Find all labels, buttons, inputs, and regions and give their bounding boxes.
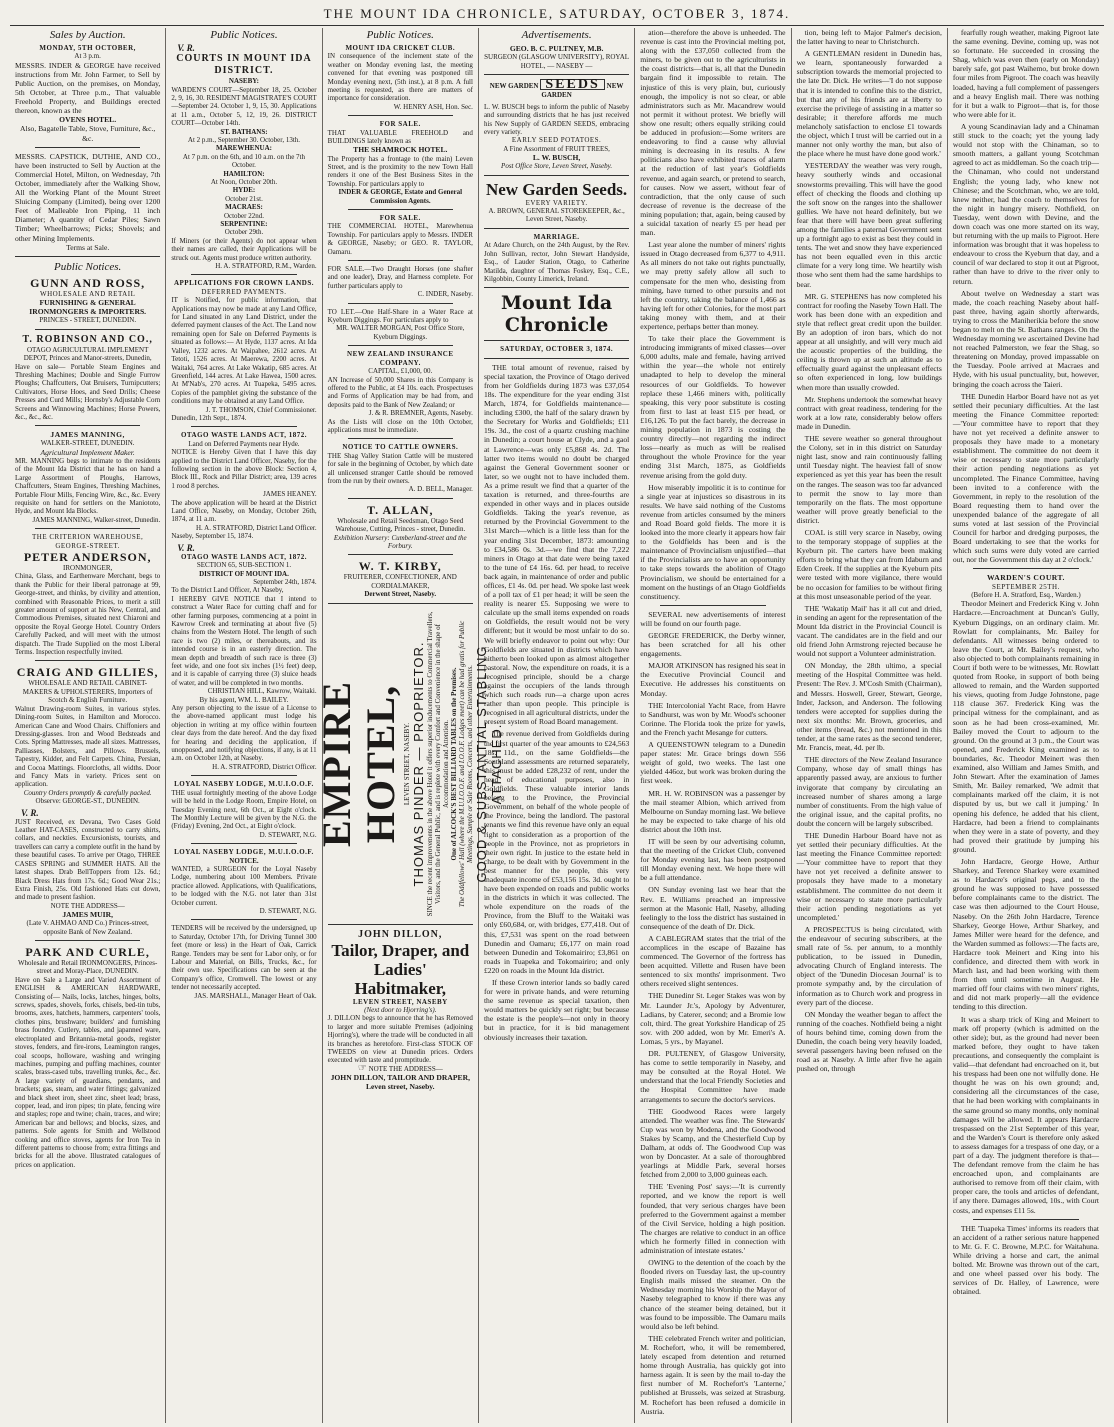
empire-proprietor: THOMAS PINDER — PROPRIETOR.	[411, 641, 427, 887]
ad-sub: IRONMONGER,	[63, 564, 113, 572]
news-item: ON Monday the weather began to affect the running of the coaches. Nothfield being a night of hours behind time, coming down from the Dunedin, the coach being very heavily loaded, several passengers having been refused on the road as at Naseby. A little after five he again pushed on, through	[796, 1009, 942, 1074]
notice-text-2: Any person objecting to the issue of a License to the above-named applicant must lodge his objection in writing at my office within fourteen clear days from the date hereof. And the day fixed for hearing and deciding the application, if unopposed, and notifying objections, if any, is at 11 a.m. on October 12th, at Naseby.	[171, 704, 317, 763]
ad-sub: SURGEON (GLASGOW UNIVERSITY), ROYAL HOTEL, — NASEBY —	[484, 53, 630, 70]
notice-district: DISTRICT OF MOUNT IDA.	[199, 569, 289, 578]
news-item: About twelve on Wednesday a start was made, the coach reaching Naseby about half-past three, having again shortly afterwards, trying to cross the Maniherikia before the snow began to melt on the St. Bathans ranges. On the Wednesday morning we ascertained Devine had not reached Palmerston, we fear the Shag, so threatening on Monday, proved impassable on the Tuesday. Poole arrived at Macraes and Hyde, with his usual punctuality, but, however, bringing the coach across the Taieri.	[952, 288, 1100, 389]
warden-court-text: Theodor Meinert and Frederick King v. John Hardacre.—Encroachment at Duncan's Gully, Kyeburn Diggings, on an ordinary claim. Mr. Rowlatt for complainants, Mr. Bailey for defendants. All witnesses being ordered to leave the Court, at Mr. Bailey's request, who also objected to both complainants remaining in Court if both were to be witnesses, Mr. Rowlatt quoted from Rooke, in support of both being allowed to remain, and the Warden supported his views, quoting from Judge Johnstone, page 118 clause 367. Frederick King was the principal witness for the complainant, and as soon as he had been cross-examined, Mr. Bailey moved the Court to adjourn to the ground. On the ground at 3 p.m., the Court was opened, and Frederick King examined as to boundaries, &c. Theodor Meinert was then examined, also William and James Smith, and John Stewart. After the examination of James Smith, Mr. Bailey remarked, 'We admit that complainants marked off the claim, it is not disputed by us, but we call it jumping.' In opening his defence, he added that his client, Hardacre, had been a friend to complainants when they were in a state of poverty, and they had proved their gratitude by jumping his ground.	[952, 599, 1100, 854]
empire-street: LEVEN STREET, NASEBY.	[403, 722, 412, 805]
empire-since: SINCE the recent improvements in the above Hotel it offers superior inducements to Commercial Travellers, Visitors, and the General Public, and is replete with every Comfort and Convenience in the shape of Accommodation and Attention.	[426, 611, 451, 917]
divider	[973, 568, 1079, 569]
ad-text-2: The Property has a frontage to (the main) Leven Street, and is the proximity to the new Town Hall renders it one of the Best Business Sites in the Township. For particulars apply to	[327, 154, 473, 188]
notice-title: NOTICE TO CATTLE OWNERS.	[342, 443, 459, 452]
ad-text: Have on Sale a Large and Varied Assortment of ENGLISH & AMERICAN HARDWARE, Consisting of— Nails, locks, latches, hinges, bolts, screws, spades, shovels, forks, chisels, bed-tin tubs, brooms, axes, hatchets, hammers, carpenters' tools, clothes pins, brushware; builders' and furnishing brass foundry. Cutlery, tables, and japanned ware, electroplated and Britannia-metal goods, register stoves, fenders, and fire-irons, Leamington ranges, coal scoops, holloware, washing and wringing machines, pumping and puffing machines, counter scales, brass-cased tubs, travelling trunks, &c., &c. A large variety of guardians, pendants, and brackets; gas, steam, and water fittings; galvanized and black sheet iron, sheet zinc, sheet lead; brass, copper, lead, and iron pipes; tin plate, fencing wire and staples; rope and twine; chain, traces, and wire; American bar and bellows; and blocks, sizes, and patterns. Sole agents for Smith and Wellstood cooking and office stoves, agents for Iron Tea in different patterns to choose from; extra fittings and bricks for all the above. Illustrated catalogues of prices on application.	[15, 975, 161, 1169]
divider	[660, 605, 765, 606]
ad-title: JAMES MANNING,	[50, 430, 125, 440]
ad-fruit: A Fine Assortment of FRUIT TREES,	[503, 144, 610, 153]
ad-address: PRINCES - STREET, DUNEDIN.	[39, 316, 137, 325]
editorial-paragraph: How miserably impolitic it is to continue for a single year at injustices so disastrous in its results. We have said nothing of the Customs revenue from articles consumed by the miners and Road Board gold fields. The more it is looked into the more clearly it appears how fair to the Goldfields has been and is the maintenance of Provincialism unjustified—that if the Provincialists are to have an opportunity to take steps towards the abolition of Otago Provincialism, we should be entertained for a moment on the hustings of an Otago Goldfields constituency.	[640, 482, 786, 601]
notice-waste-lands-1	[171, 431, 316, 540]
ad-park-curle	[15, 945, 160, 1169]
notice-marriage	[484, 233, 629, 283]
ad-text: MESSRS. CAPSTICK, DUTHIE, AND CO., have been instructed to Sell by Auction at the Commercial Hotel, Milton, on Wednesday, 7th October, immediately after the Walking Show, All the Working Plant of the Mount Street Sluicing Company (Limited), being over 1200 Feet of Malleable Iron Piping, 11 inch Diameter; A quantity of Cedar Piles; Sawn Timber; Wheelbarrows; Picks; Shovels; and other Mining Implements.	[15, 151, 161, 243]
ad-note-text: NOTE THE ADDRESS—	[368, 1064, 443, 1073]
royal-cipher: V. R.	[21, 807, 39, 818]
news-item: OWING to the detention of the coach by the flooded rivers on Tuesday last, the up-country English mails missed the steamer. On the Wednesday morning his Worship the Mayor of Naseby telegraphed to know if there was any chance of the steamer being detained, but it was found to be impossible. The Oamaru mails would also be left behind.	[640, 1258, 786, 1331]
editorial-paragraph: Last year alone the number of miners' rights issued in Otago decreased from 6,377 to 4,911. As all miners do not take out rights punctually, we may pretty safely allow all such to compensate for the men who, desisting from mining, have turned to other pursuits and not left the country, taking the balance of 1,466 as having left for other Colonies, for the most part taking money with them, and at their expertence, perhaps better than money.	[640, 240, 786, 331]
news-item: MAJOR ATKINSON has resigned his seat in the Executive Provincial Council and Executive. He addresses his constituents on Monday.	[640, 661, 786, 698]
column-6	[792, 28, 948, 1423]
warden-court-before: (Before H. A. Stratford, Esq., Warden.)	[971, 590, 1081, 599]
ad-sign: JOHN DILLON, TAILOR AND DRAPER, Leven street, Naseby.	[330, 1073, 470, 1092]
ad-text: China, Glass, and Earthenware Merchant, begs to thank the Public for their liberal patronage at 99, George-street, and thinks, by civility and attention, combined with Reasonable Prices, to merit a still greater amount of support at his New, Central, and Commodious Premises, situated next Chiaroni and opposite the Royal George Hotel. Country Orders Carefully Packed, and will meet with the utmost dispatch. The Trade Supplied on the most Liberal Terms. Inspection respectfully invited.	[15, 572, 161, 657]
editorial-paragraph: The revenue derived from Goldfields during the first quarter of the year amounts to £24,563 18s. 11d., on the same Goldfields—the Southland assessments are returned separately, this must be added £28,232 of rent, under the head of educational purposes, also in Goldfields. These valuable interior lands belong to the Province, the Provincial Government, on behalf of the whole people of the Province, being the landlord. The pastoral tenants we find this revenue have only an equal right to consideration as a proportion of the people in the Province, not as proprietors in their own right. In justice to the estate held in charge, to be dealt with by Government in the best manner for the people, this very inadequate income of £53,156 15s. 3d. ought to have been expended on roads and public works in the districts in which it was collected. The whole expenditure on the roads of the Province, from the Bluff to the Waitaki was only £60,684, or, with bridges, £77,418. Out of this, £7,531 was spent on the road between Dunedin and Oamaru; £6,177 on main road between Dunedin and Tokomairiro; £3,861 on roads in Tuapeka and Tokomairiro; and only £220 on roads in the Mount Ida district.	[483, 729, 630, 975]
divider	[35, 329, 140, 330]
divider	[15, 256, 160, 257]
notice-sub: Land on Deferred Payments near Hyde.	[188, 439, 300, 448]
seeds-word: SEEDS	[540, 79, 604, 90]
notice-crown-lands	[171, 279, 316, 422]
ad-title: T. ALLAN,	[367, 502, 434, 517]
ad-title: PARK AND CURLE,	[25, 945, 150, 960]
divider	[484, 358, 629, 359]
editorial-paragraph: ation—therefore the above is unheeded. The revenue is cast into the Provincial melting pot, along with the £37,050 collected from the miners, to be given out to the agriculturists in the coast districts—that is, all that the Dunedin bargain find it impossible to retain. The injustice of this is very plain, but, curiously enough, the impolicy is not so clear, or able administrators such as Mr. Macandrew would not permit it without protest. We briefly will show one result; others equally striking could be adduced in profusion:—Some writers are endeavoring to find a cause why alluvial mining is decreasing in its results. A few politicians also have exhibited traces of alarm at the reduction of last year's Goldfields revenue, and again search, or pretend to search, for causes. Now we assert, without fear of contradiction, that the only cause of such decrease of revenue is the decrease of the mining population; that, again, being caused by a suicidal taxation of nearly £5 per head per man.	[640, 28, 786, 238]
ad-commercial-hotel	[328, 214, 473, 256]
notice-text: At Adare Church, on the 24th August, by the Rev. John Sullivan, rector, John Stewart Handyside, Esq., of Lauder Station, Otago, to Catherine Matilda, daughter of Thomas Foskey, Esq., C.E., Kilgobbin, County Limerick, Ireland.	[483, 241, 630, 283]
notice-text: TENDERS will be received by the undersigned, up to Saturday, October 17th, for Driving Tunnel 300 feet (more or less) in the Heart of Oak, Carrick Range. Tenders may be sent for Labor only, or for Labour and Material, on Bills, Trucks, &c., for their own use. Specifications can be seen at the Company's office, Cromwell. The lowest or any tender not necessarily accepted.	[171, 924, 317, 992]
divider	[191, 426, 296, 427]
notice-date: September 24th, 1874.	[253, 577, 317, 586]
paper-title: Mount Ida Chronicle	[500, 292, 613, 337]
editorial-paragraph: To take their place the Government is introducing immigrants of mixed classes—over 6,000 adults, male and female, having arrived within the year—the whole not entirely unadapted to help to develop the mineral resources of our Goldfields. To however replace these 1,466 miners with, politically speaking, this very poor substitute is costing from first to last at least £15 per head, or £16,126. To put the fact barely, the decrease in mining population in 1873 is costing the country directly—not regarding the indirect loss—nearly as much as will be realised throughout the whole Province for the year ending 31st March, 1875, as Goldfields revenue arising from the gold duty.	[640, 334, 786, 480]
ad-hotel-name: OVENS HOTEL.	[59, 115, 117, 125]
notice-text: IN consequence of the inclement state of the weather on Monday evening last, the meeting convened for that evening was postponed till Monday evening next, (5th inst.), at 8 p.m. A full meeting is requested, as there are matters of importance for consideration.	[327, 52, 473, 103]
ad-sub: WHOLESALE AND RETAIL	[39, 289, 136, 298]
empire-rotated-block	[314, 608, 505, 920]
ad-sub: Wholesale and Retail IRONMONGERS, Princes-street and Moray-Place, DUNEDIN.	[17, 959, 158, 976]
ad-empire-hotel	[314, 608, 505, 920]
ad-terms: Terms at Sale.	[66, 242, 110, 252]
divider	[191, 775, 296, 776]
ad-text: THAT VALUABLE FREEHOLD and BUILDINGS lately known as	[327, 128, 473, 146]
court-place-bathans: ST. BATHANS:	[220, 127, 268, 136]
ad-text: TO LET.—One Half-Share in a Water Race at Kyeburn Diggings. For particulars apply to	[327, 307, 473, 325]
ad-text: AN Increase of 50,000 Shares in this Company is offered to the Public, at £4 10s. each. Prospectuses and Forms of Application may be had from, and deposits paid to the Bank of New Zealand; or	[327, 375, 473, 409]
divider	[348, 260, 453, 261]
ad-sub: WALKER-STREET, DUNEDIN.	[40, 439, 135, 448]
notice-footer: If Miners (or their Agents) do not appear when their names are called, their Applications will be struck out. Agents must produce written authority.	[171, 236, 317, 262]
notice-label: NOTICE.	[229, 856, 259, 865]
news-item: IT will be seen by our advertising column, that the meeting of the Cricket Club, convened for Monday evening last, has been postponed till Monday evening next. We hope there will be a full attendance.	[640, 836, 786, 883]
ad-address: Observe: GEORGE-ST., DUNEDIN.	[35, 797, 140, 806]
divider	[35, 660, 140, 661]
news-item: YESTERDAY the weather was very rough, heavy southerly winds and occasional snowstorms prevailing. This will have the good effect of checking the floods and clothing up the soft snow on the ranges into the shallower gullies. We have not heard definitely, but we fear that there will have been great suffering among the families a paternal Government sent up a fortnight ago to exist as best they could in tents. The wet and snow they have experienced has not been equalled even in this arctic climate for a very long time. We heartily wish those who sent them had the same hardships to bear.	[796, 161, 942, 289]
ad-sub: FRUITERER, CONFECTIONER, AND CORDIALMAKER,	[343, 573, 457, 590]
ad-sign: INDER & GEORGE, Estate and General Commission Agents.	[338, 188, 463, 205]
column-5	[635, 28, 791, 1423]
divider	[348, 303, 453, 304]
court-place-naseby: NASEBY:	[228, 77, 260, 86]
empire-title: EMPIRE HOTEL,	[314, 680, 404, 847]
notice-name: JAMES HEANEY.	[263, 490, 317, 499]
notice-title: OTAGO WASTE LANDS ACT, 1872.	[180, 431, 307, 440]
divider	[348, 115, 453, 116]
ad-address: Post Office Store, Leven Street, Naseby.	[501, 162, 613, 171]
ad-desc: FURNISHING & GENERAL IRONMONGERS & IMPORTERS.	[29, 298, 147, 317]
ad-text: Have on sale— Portable Steam Engines and Threshing Machines; Double and Single Furrow Ploughs; Chaffcutters, Oat Bruisers, Turnipcutters; Cultivators, Horse Hoes, and Seed Drills; Cheese Presses and Curd Mills; Hornsby's Adjustable Corn Screens and Winnowing Machines; Horse Powers, &c., &c., &c.	[15, 362, 161, 421]
ad-exhibition: Exhibition Nursery: Cumberland-street and the Forbury.	[333, 533, 467, 550]
paper-date: SATURDAY, OCTOBER 3, 1874.	[500, 345, 614, 354]
ad-peter-anderson	[15, 533, 160, 656]
court-place-marewhenua: MAREWHENUA:	[215, 144, 272, 153]
notice-to: To the District Land Officer, At Naseby,	[171, 586, 284, 595]
notice-sign: D. STEWART, N.G.	[259, 830, 317, 839]
empire-billiards: One of ALCOCK'S BEST BILLIARD TABLES on the Premises.	[450, 667, 459, 861]
ad-text: L. W. BUSCH begs to inform the public of Naseby and surrounding districts that he has just received his New Supply of GARDEN SEEDS, embracing every variety.	[483, 102, 630, 136]
ad-note: Country Orders promptly & carefully packed.	[23, 788, 152, 797]
ad-also: Also, Bagatelle Table, Stove, Furniture, &c., &c.	[19, 124, 156, 143]
news-item: ON Sunday evening last we hear that the Rev. E. Williams preached an impressive sermon at the Masonic Hall, Naseby, alluding feelingly to the loss the district has sustained in consequence of the death of Dr. Dick.	[640, 885, 786, 931]
ad-capital: CAPITAL, £1,000, 00.	[368, 367, 433, 376]
divider	[348, 345, 453, 346]
divider	[484, 340, 629, 341]
ad-sign: L. W. BUSCH,	[532, 153, 581, 163]
ad-sign: J. & R. BREMNER, Agents, Naseby.	[368, 409, 473, 418]
ad-address: Derwent Street, Naseby.	[364, 590, 437, 599]
notice-name: CHRISTIAN HILL, Kawrow, Waitaki.	[207, 687, 317, 696]
editorial-paragraph: If these Crown interior lands so badly cared for were in private hands, and were returning the same revenue as special taxation, then would matters be quickly set right; but because the estate is the people's—not only in theory but in practice, for it is bid management obviously increases their taxation.	[483, 978, 630, 1042]
column-3	[314, 28, 505, 1423]
ad-manning	[15, 430, 160, 524]
divider	[348, 209, 453, 210]
divider	[348, 554, 453, 555]
court-place-hyde: HYDE:	[232, 186, 256, 195]
notice-sub: DEFERRED PAYMENTS.	[201, 287, 287, 296]
court-text-serpentine: October 29th.	[224, 228, 264, 237]
ad-note	[328, 1062, 473, 1074]
ad-busch	[484, 103, 629, 171]
notice-sub: SECTION 65, SUB-SECTION 1.	[196, 561, 292, 570]
ad-title: New Garden Seeds.	[485, 179, 628, 199]
ad-street: LEVEN STREET, NASEBY	[352, 997, 448, 1006]
notice-cattle	[328, 443, 473, 493]
ad-john-dillon	[328, 929, 473, 1092]
ad-text: Walnut Drawing-room Suites, in various styles. Dining-room Suites, in Hamilton and Morocco. American Cane and Wood Chairs. Chiffoniers and Dressing-glasses. Iron and Wood Bedsteads and Cots. Spring Mattresses, made all sizes. Mattresses, Palliasses, Bolsters, and Pillows. Brussels, Tapestry, Kidder, and Felt Carpets. China, Persian, and Cocoa Mattings. Floorcloths, all widths. Door and Fancy Mats in variety. Prices sent on application.	[15, 704, 161, 789]
ad-sub: OTAGO AGRICULTURAL IMPLEMENT DEPOT, Princes and Manor-streets, Dunedin,	[23, 345, 152, 363]
court-place-hamilton: HAMILTON:	[223, 169, 265, 178]
divider	[484, 74, 629, 75]
news-item: ON Monday, the 28th ultimo, a special meeting of the Hospital Committee was held. Present: The Rev. J. M'Cosh Smith (Chairman), and Messrs. Hoswell, Greer, Stewart, George, Inder, Jackson, and Anderson. The following tenders were accepted for supplies during the next six months: Mr. Brown, groceries, and other items (bread, &c.) not mentioned in this tender, at the same rates as the second tenderer, Mr. Francis, meat, 4d. per lb.	[796, 661, 942, 753]
news-item: THE Dunedin Harbour Board have not as yet settled their pecuniary difficulties. At the last meeting the Finance Committee reported:—'Your committee have to report that they have not yet received a definite answer to proposals they have made to a monetary establishment. The committee do not deem it wise or necessary to state more particularly their action pending negotiations as yet uncompleted.'	[796, 830, 942, 922]
ad-allan	[328, 503, 473, 551]
court-place-macraes: MACRAES:	[225, 203, 263, 212]
ad-note: As the Lists will close on the 10th October, applications must be immediate.	[327, 417, 473, 434]
notice-sign: H. A. STRATFORD, R.M., Warden.	[215, 262, 317, 271]
ad-inder-george	[15, 61, 160, 143]
notice-title: MOUNT IDA CRICKET CLUB.	[345, 44, 456, 52]
news-item: THE 'Evening Post' says:—'It is currently reported, and we know the report is well founded, that very serious charges have been preferred to the Government against a member of the Civil Service, holding a high position. The charges are relative to conduct in an office which he formerly filled in connection with administration of intestate estates.'	[640, 1182, 786, 1255]
ad-sub: WHOLESALE AND RETAIL CABINET-MAKERS & UPHOLSTERERS, Importers of Scotch & English Furniture.	[22, 679, 153, 705]
ad-title: NEW ZEALAND INSURANCE COMPANY.	[347, 350, 454, 367]
notice-loyal-lodge	[171, 780, 316, 839]
notice-surgeon	[171, 848, 316, 915]
notice-agent: By his agent, WM. L. BAILEY.	[199, 695, 289, 704]
royal-cipher: V. R.	[177, 43, 195, 53]
notice-title: MARRIAGE.	[533, 232, 580, 241]
news-item: A QUEENSTOWN telegram to a Dunedin paper states: Mr. Grace brings down 556 weight of gold, two weeks. The last one yielded 446oz, but work was broken during the first week.	[640, 740, 786, 786]
news-item: THE Dunedin Harbor Board have not as yet settled their pecuniary difficulties. At the last meeting the Finance Committee reported:—'Your committee have to report that they have not yet received a definite answer to proposals they have made to a monetary establishment. The committee do not deem it wise or necessary to state more particularly their action pending negotiations as yet uncompleted. The Finance Committee, having been invited to a conference with the Government, in reply to the resolution of the Board requesting them to hand over the unexpended balance of the aggregate of all sums voted at last session of the Provincial Council for harbor and dredging purposes, the Board undertaking to see that the works for which such sums were duly voted are carried out, nor the Government this day at 2 o'clock.'	[952, 391, 1100, 565]
ad-late: (Late V. AHMAO AND Co.) Princes-street, opposite Bank of New Zealand.	[26, 919, 149, 936]
ad-capstick	[15, 152, 160, 252]
ad-title: CRAIG AND GILLIES,	[16, 665, 159, 680]
ad-craig-gillies	[15, 665, 160, 805]
notice-text: IT is Notified, for public information, that Applications may now be made at any Land Office, for Land situated in any Land District, under the deferred payment clauses of the Act. The Land now remaining open for Sale on Deferred Payments is situated as follows:— At Hyde, 1137 acres. At Ida Valley, 1232 acres. At Waipahee, 2612 acres. At Tetoti, 1526 acres. At Maerewa, 2200 acres. At Waitaki, 764 acres. At Lake Wakatip, 685 acres. At Greenfield, 144 acres. At Lake Hawea, 1500 acres. At M'Nab's, 270 acres. At Tuapeka, 5495 acres. Copies of the pamphlet giving the substance of the conditions may be obtained at any Land Office.	[171, 296, 317, 406]
ad-name: A. BROWN, GENERAL STOREKEEPER, &c., Leven Street, Naseby.	[488, 207, 625, 224]
columns	[10, 28, 1104, 1423]
court-text-marewhenua: At 7 p.m. on the 6th, and 10 a.m. on the 7th October.	[182, 152, 306, 170]
warden-court-date: SEPTEMBER 25TH.	[992, 582, 1060, 591]
column-1	[10, 28, 166, 1423]
ad-sign: MR. WALTER MORGAN, Post Office Store, Kyeburn Diggings.	[336, 324, 465, 341]
royal-cipher: V. R.	[177, 542, 195, 553]
notice-title: COURTS IN MOUNT IDA DISTRICT.	[176, 53, 312, 77]
divider	[348, 498, 453, 499]
masthead: THE MOUNT IDA CHRONICLE, SATURDAY, OCTOBER 3, 1874.	[10, 6, 1104, 26]
news-item: MR. G. STEPHENS has now completed his contract for roofing the Naseby Town Hall. The work has been done with an expedition and style that reflect great credit upon the builder. By an adoption of iron bars, which do not appear at all unsightly, and will very much aid the acoustic properties of the building, the ceiling is thrown up at such an altitude as to effectually guard against the unpleasant effects so often experienced in long, low buildings when more than usually crowded.	[796, 291, 942, 392]
section-heading-sales: Sales by Auction.	[49, 29, 126, 41]
court-text-bathans: At 2 p.m., September 30. October, 13th.	[187, 135, 301, 144]
ad-insurance	[328, 350, 473, 434]
section-heading-advertisements: Advertisements.	[521, 29, 592, 41]
news-item: DR. PULTENEY, of Glasgow University, has come to settle temporarily in Naseby, and may be consulted at the Royal Hotel. We understand that the local Friendly Societies and the Hospital Committee have made arrangements to secure the doctor's services.	[640, 1049, 786, 1104]
ad-note: NOTE THE ADDRESS—	[50, 901, 125, 910]
ad-james-muir	[15, 818, 160, 936]
ad-sign: JAMES MANNING, Walker-street, Dunedin.	[32, 515, 161, 524]
warden-court-text: John Hardacre, George Howe, Arthur Sharkey, and Terence Sharkey were examined as to Hardacre's original pegs, and to the ground he was supposed to have possessed before complainants came to the district. The case was then adjourned to the Court House, Naseby. On the 26th John Hardacre, Terence Sharkey, George Howe, Arthur Sharkey, and James Miller were heard for the defence, and the Warden summed as follows:—The facts are, Hardacre took Meinert and King into his confidence, and directed them with work in March last, and had been working with them from then until sometime in August. He married off four claims with two miners' rights, and did not mark properly—all the evidence tending to this direction.	[952, 856, 1100, 1012]
ad-title: Tailor, Draper, and Ladies' Habitmaker,	[331, 940, 470, 998]
news-item: SEVERAL new advertisements of interest will be found on our fourth page.	[640, 609, 786, 628]
ad-text: THE COMMERCIAL HOTEL, Marewhenua Township. For particulars apply to Messrs. INDER & GEORGE, Naseby; or GEO. R. TAYLOR, Oamaru.	[327, 222, 473, 256]
news-item: THE 'Wakatip Mail' has it all cut and dried, in sending an agent for the representation of the Mount Ida district in the Provincial Council is vacant. The candidates are in the field and our old friend John Armstrong rejected because he would not support a Volunteer administration.	[796, 603, 942, 659]
ad-brown-seeds	[484, 180, 629, 224]
ad-name: JAMES MUIR,	[62, 910, 113, 920]
ad-label: FOR SALE.	[379, 214, 421, 222]
section-heading-public-notices: Public Notices.	[366, 29, 434, 41]
column-2	[166, 28, 322, 1423]
news-item: fearfully rough weather, making Pigroot late the same evening. Devine, coming up, was not so fortunate. He succeeded in crossing the Shag, which was even then (early on Monday) barely safe, got past Waihemo, but broke down four miles from Pigroot. The coach was heavily loaded, having a full complement of passengers and a heavy English mail. There was nothing for it but a walk to Pigroot—that is, for those who were able for it.	[952, 28, 1100, 119]
ad-text: Wholesale and Retail Seedsman, Otago Seed Warehouse, Cutting, Princes - street, Dunedin.	[335, 516, 466, 534]
ad-seeds-banner	[484, 76, 629, 100]
news-item: Mr. Stephens undertook the somewhat heavy contract with great readiness, tendering for the work at a low rate, considerably below offers made in Dunedin.	[796, 394, 942, 431]
empire-stabling: GOOD & SUBSTANTIAL STABLING ATTACHED.	[474, 645, 505, 883]
ad-title: PETER ANDERSON,	[23, 550, 152, 564]
notice-title: OTAGO WASTE LANDS ACT, 1872.	[180, 552, 307, 561]
notice-sign: JAS. MARSHALL, Manager Heart of Oak.	[194, 991, 317, 1000]
divider	[35, 147, 140, 148]
divider	[35, 940, 140, 941]
notice-tenders	[171, 924, 316, 1000]
news-item: A PROSPECTUS is being circulated, with the endeavour of securing subscribers, at the small rate of 5s. per annum, to a monthly publication, to be issued in Dunedin, advocating Church of England interests. The object of the 'Dunedin Diocesan Journal' is to promote sympathy and, by the circulation of information as to Church work and progress in every part of the diocese.	[796, 924, 942, 1007]
notice-date: Dunedin, 12th Sept., 1874.	[171, 413, 247, 422]
notice-text: NOTICE is Hereby Given that I have this day applied to the District Land Officer, Naseby, for the following section in the above Block: Section 4, Block III., Rock and Pillar District; area, 139 acres 1 rood 8 perches.	[171, 448, 317, 490]
news-item: THE severe weather so general throughout the Colony, set in in this district on Saturday night last, snow and rain continuously falling until Tuesday night. The heaviest fall of snow experienced as yet this year has been the result on the ranges. The season was too far advanced to permit the snow to lay more than temporarily on the flats. The most opportune weather will prove greatly beneficial to the district.	[796, 434, 942, 525]
ad-sub: EVERY VARIETY.	[525, 198, 588, 207]
ad-shamrock	[328, 120, 473, 205]
empire-oddfellows: The Oddfellows' Hall (where the M.U.I.O.O.F. and I.O.O.F. Lodges meet) can be had gratis for Public Meetings, Sample or Sale Rooms, Concerts, and other Entertainments.	[458, 620, 475, 907]
ad-criterion: THE CRITERION WAREHOUSE, GEORGE-STREET.	[32, 533, 144, 550]
divider	[191, 843, 296, 844]
news-item: THE 'Tuapeka Times' informs its readers that an accident of a rather serious nature happened to Mr. G. F. C. Browne, M.P.C. for Waitahuna. While driving a horse and cart, the animal bolted. Mr. Browne was thrown out of the cart, and one wheel passed over his body. The services of Dr. Halley, of Lawrence, were obtained.	[952, 1223, 1100, 1297]
divider	[35, 528, 140, 529]
news-item: tion, being left to Major Palmer's decision, the latter having to near to Christchurch.	[796, 28, 942, 47]
editorial-paragraph: THE total amount of revenue, raised by special taxation, the Province of Otago derived from her Goldfields during 1873 was £37,054 18s. The expenditure for the year ending 31st March, 1874, for Goldfields maintenance—including £300, the half of the salary drawn by the Secretary for Works and Goldfields; £11 19s. 3d., the cost of a quartz crushing machine in Dunedin; a court house at Clyde, and a gaol at Lawrence—was only £5,868 4s. 2d. The latter two items would no doubt be charged against the General Government sooner or later, so we ought not to have included them. As a prime result we find that a quarter of the taxation is returned, and three-fourths are expended in other ways and in places outside Goldfields. Taking the year's revenue, as returned by the Provincial Government to the 31st March—which is a little less than for the year ending 31st December, 1873: amounting to £34,586 0s. 3d.—we find that the 7,222 miners in Otago at that date were being taxed to the tune of £4 16s. 6d. per head, to receive back again, in maintenance of order and public offices, £1 4s. 0d. per head. We spoke last week of a poll tax of £1 per head; it will be seen the reality is nearer £5. Supposing we were to calculate up the small items expended on roads on Goldfields, the result would not be very different; but it would be most unfair to do so. We will briefly endeavor to point out why: Our Goldfields are situated in districts which have hitherto been looked upon as almost altogether pastoral. Now, the expenditure on roads, it is a recognised principle, should be a charge against the occupiers of the lands through which such roads run—a charge upon acres rather than upon people. This principle is recognised in all agricultural districts, under the present system of Road Board management.	[483, 362, 630, 727]
notice-courts	[171, 53, 316, 270]
news-item: COAL is still very scarce in Naseby, owing to the temporary stoppage of supplies at the Kyeburn pit. The carters have been making efforts to bring what they can from Idaburn and Eden Creek. If the supplies at the Kyeburn pits were tested with more vigilance, there would be no occasion for families to be without firing at this most unseasonable period of the year.	[796, 527, 942, 601]
warden-court-text: It was a sharp trick of King and Meinert to mark off property (which is admitted on the other side); but, as the ground had never been marked before, they ought to have taken precautions, and consequently the complaint is valid—that defendant had encroached on it, but his trespass had been one not wilfully done. He thought he was on his own ground; and, considering all the circumstances of the case, that he had been working with complainants in the same ground so many months, only nominal damages will be allowed. It appears Hardacre trespassed on the 21st September of this year, and the Warden's Court is therefore only asked to assess damages for a trespass of one day, or a part of a day. The judgment therefore is that—The defendant remove from the claim he has encroached upon, and complainants are authorised to remove from off their claim, with proper care, the tools and articles of defendant, if any there. Damages allowed, 10s., with Court costs, and expenses £11 5s.	[952, 1014, 1100, 1215]
ad-robinson	[15, 334, 160, 422]
ad-to-let	[328, 308, 473, 342]
ad-text: FOR SALE.—Two Draught Horses (one shafter and one leader), Dray, and Harness complete. For further particulars apply to	[327, 265, 473, 290]
ad-title: GEO. B. C. PULTNEY, M.B.	[509, 44, 604, 53]
ad-text: JUST Received, ex Devana, Two Cases Gold Leather HAT-CASES, constructed to carry shirts, collars, and neckties. Excursionists, tourists, and travellers can carry a complete outfit in the hand by these beautiful cases. To arrive per Otago, THREE CASES SPRING and SUMMER HATS. All the latest shapes. Drab BellToppers from 12s. 6d.; Black Dress Hats from 17s. 6d.; Good Wear 21s.; Extra Finish, 25s. Old fashioned Hats cut down, and made to present fashion.	[15, 817, 161, 902]
ad-name: JOHN DILLON,	[358, 928, 443, 940]
ad-horses	[328, 265, 473, 299]
ad-gunn-ross	[15, 276, 160, 325]
notice-title: LOYAL NASEBY LODGE, M.U.I.O.O.F.	[174, 848, 314, 857]
notice-text: I HEREBY GIVE NOTICE that I intend to construct a Water Race for cutting chaff and for other farming purposes, commencing at a point in Kawrow Creek and terminating at about five (5) chains from the Western Hotel. The length of such race is two (2) miles, or thereabouts, and its intended course is in an easterly direction. The mean depth and breadth of such race is three (3) feet wide, and one foot six inches (1½ feet) deep, and it is capable of carrying three (3) sluice heads of water, and will be completed in two months.	[171, 594, 317, 687]
ad-fit: (Next door to Hjorring's).	[364, 1006, 437, 1015]
ad-text: MESSRS. INDER & GEORGE have received instructions from Mr. John Farmer, to Sell by Public Auction, on the premises, on Monday, 5th October, at Three p.m., That valuable Freehold Property, and Buildings erected thereon, known as the	[15, 60, 161, 116]
seeds-left: NEW GARDEN	[489, 81, 539, 90]
notice-title: APPLICATIONS FOR CROWN LANDS.	[173, 279, 314, 288]
ad-sign: C. INDER, Naseby.	[417, 290, 473, 299]
notice-date: Naseby, September 15, 1874.	[171, 532, 254, 541]
divider	[484, 228, 629, 229]
news-item: A young Scandinavian lady and a Chinaman still stuck to the coach; yet the young lady would not stop with the Chinaman, so to smooth matters, a gallant young Scotchman agreed to act as middleman. So the coach trip—the Chinaman, who could not understand English; the young lady, who knew not Chinese; and the Scotchman, who, we are told, knew neither, had the coach to themselves for the night in hungry misery. Nothfield, on Tuesday, went down with Devine, and the down coach was one more started on its way, but returning with the up mails to Pigroot. Here information was brought that it was hopeless to endeavour to cross the Kyeburn that day, and a council of war declared to stop it out at Pigroot, rather than have to drive to the river only to return.	[952, 121, 1100, 286]
warden-court-title: WARDEN'S COURT.	[986, 573, 1065, 583]
divider	[328, 603, 473, 604]
divider	[35, 425, 140, 426]
divider	[484, 287, 629, 288]
news-item: THE directors of the New Zealand Insurance Company, whose day of small things has apparently passed away, are anxious to further invigorate that company by circulating an increased number of shares among a large number of constituents. From the high value of the original issue, and the capital profits, no doubt the concern will be largely subscribed.	[796, 755, 942, 828]
court-place-serpentine: SERPENTINE:	[220, 220, 268, 228]
ad-head: Agricultural Implement Maker.	[40, 447, 135, 457]
ad-title: W. T. KIRBY,	[358, 559, 442, 574]
notice-text: THE usual fortnightly meeting of the above Lodge will be held in the Lodge Room, Empire Hotel, on Tuesday Evening next, 6th Oct., at Eight o'clock. The Monthly Lecture will be given by the N.G. the (Friday) Evening, 2nd Oct., at Eight o'clock.	[171, 788, 317, 831]
notice-cricket	[328, 44, 473, 111]
news-item: THE Intercolonial Yacht Race, from Havre to Sandhurst, was won by Mr. Wood's schooner Corinne. The Florida took the prize for yawls, and the French yacht Mesange for cutters.	[640, 700, 786, 737]
news-item: A CABLEGRAM states that the trial of the accomplices in the escape of Bazaine has commenced. The Governor of the fortress has been acquitted. Villette and Rusen have been sentenced to six months' imprisonment. Two others received slight sentences.	[640, 933, 786, 989]
notice-text: THE Shag Valley Station Cattle will be mustered for sale in the beginning of October, by which date all unlicensed stranger Cattle should be removed from the run by their owners.	[327, 451, 473, 485]
divider	[191, 919, 296, 920]
news-item: THE Dunedinr St. Leger Stakes was won by Mr. Launder Jr.'s, Apology by Adventurer, Ladians, by Caterer, second; and a Bromie low colt, third. The great Yorkshire Handicap of 25 sov. with 200 added, won by Mr. Emeri's A. Lomas, 5 yrs., by Mayanel.	[640, 991, 786, 1046]
notice-text-2: The above application will be heard at the District Land Office, Naseby, on Monday, October 26th, 1874, at 11 a.m.	[171, 498, 317, 524]
ad-potatoes: EARLY SEED POTATOES.	[511, 136, 602, 145]
notice-sign: H. A. STRATFORD, District Land Officer.	[196, 523, 317, 532]
court-text-naseby: WARDEN'S COURT—September 18, 25. October 2, 9, 16, 30. RESIDENT MAGISTRATE'S COURT—September 24. October 1, 9, 15, 30. Applications at 11 a.m., October 5, 12, 19, 26. DISTRICT COURT—October 14th.	[171, 85, 317, 128]
column-7	[948, 28, 1104, 1423]
notice-sign: H. A. STRATFORD, District Officer.	[212, 762, 317, 771]
ad-text: J. DILLON begs to announce that he has Removed to larger and more suitable Premises (adjoining Hjorring's), where the trade will be conducted in all its branches as heretofore. First-class STOCK OF TWEEDS on view at Dunedin prices. Orders executed with taste and promptitude.	[327, 1014, 473, 1065]
court-text-macraes: October 22nd.	[223, 211, 264, 220]
ad-kirby	[328, 559, 473, 598]
court-text-hamilton: At Noon, October 20th.	[210, 177, 278, 186]
ad-label: FOR SALE.	[379, 120, 421, 129]
notice-text: WANTED, a SURGEON for the Loyal Naseby Lodge, numbering about 100 Members. Private practice allowed. Applications, with Qualifications, to be lodged with the N.G. not later than 31st October current.	[171, 864, 317, 907]
ad-pulteney	[484, 44, 629, 70]
divider	[973, 1219, 1079, 1220]
ad-text: MR. MANNING begs to intimate to the residents of the Mount Ida District that he has on hand a Large Assortment of Ploughs, Harrows, Chaffcutters, Steam Engines, Threshing Machines, Portable Flour Mills, Fencing Wire, &c., &c. Every requisite on hand for settlers on the Maniototo, Hyde, and Mount Ida Blocks.	[15, 456, 161, 516]
sales-time: At 3 p.m.	[74, 52, 101, 61]
notice-sign: W. HENRY ASH, Hon. Sec.	[393, 102, 473, 111]
seeds-right: NEW GARDEN	[541, 81, 624, 100]
ad-name: THE SHAMROCK HOTEL.	[353, 145, 448, 155]
court-text-hyde: October 21st.	[225, 194, 263, 203]
section-heading-public-notices: Public Notices.	[54, 260, 122, 273]
notice-sign: A. D. BELL, Manager.	[408, 485, 473, 494]
divider	[348, 438, 453, 439]
notice-sign: D. STEWART, N.G.	[259, 906, 317, 915]
ad-title: T. ROBINSON AND CO.,	[22, 333, 153, 345]
news-item: GEORGE FREDERICK, the Derby winner, has been scratched for all his other engagements.	[640, 631, 786, 659]
divider	[484, 175, 629, 176]
news-item: THE Goodwood Races were largely attended. The weather was fine. The Stewards' Cup was won by Modena, and the Goodwood Stakes by Scamp, and the Chesterfield Cup by Dalham, at odds of. The Goodwood Cup was won by Doncaster. At a sale of thoroughbred yearlings at Middle Park, several horses fetched from 2,000 to 3,000 guineas each.	[640, 1106, 786, 1180]
notice-waste-lands-2	[171, 553, 316, 772]
notice-sign: J. T. THOMSON, Chief Commissioner.	[205, 405, 317, 414]
section-heading-public-notices: Public Notices.	[210, 29, 278, 41]
notice-title: LOYAL NASEBY LODGE, M.U.I.O.O.F.	[174, 780, 314, 789]
pointing-hand-icon: ☞	[357, 1062, 367, 1074]
divider	[191, 274, 296, 275]
news-item: MR. H. W. ROBINSON was a passenger by the mail steamer Albion, which arrived from Melbourne on Sunday morning last. We believe he may be expected to take charge of his old district about the 10th inst.	[640, 788, 786, 834]
news-item: THE celebrated French writer and politician, M. Rochefort, who, it will be remembered, lately escaped from detention and returned home through Australia, has quickly got into harness again. It is seen by the mail to-day the first number of M. Rochefort's 'Lanterne,' published at Brussels, was seized at Strasburg. M. Rochefort has been refused a domicile in Austria.	[640, 1333, 786, 1416]
sales-date: MONDAY, 5TH OCTOBER,	[39, 44, 136, 52]
divider	[328, 924, 473, 925]
news-item: A GENTLEMAN resident in Dunedin has, we learn, spontaneously forwarded a subscription towards the memorial projected to the late Dr. Dick. He writes—'I do not suppose that it is intended to confine this to the district, but that any of his friends are at liberty to exercise the privilege of assisting in a matter so desirable; it therefore affords me much melancholy satisfaction to enclose £1 towards the object, which I trust will be carried out in a manner not only worthy the man, but also of the place where he must have done good work.'	[796, 49, 942, 159]
ad-title: GUNN AND ROSS,	[30, 275, 146, 290]
